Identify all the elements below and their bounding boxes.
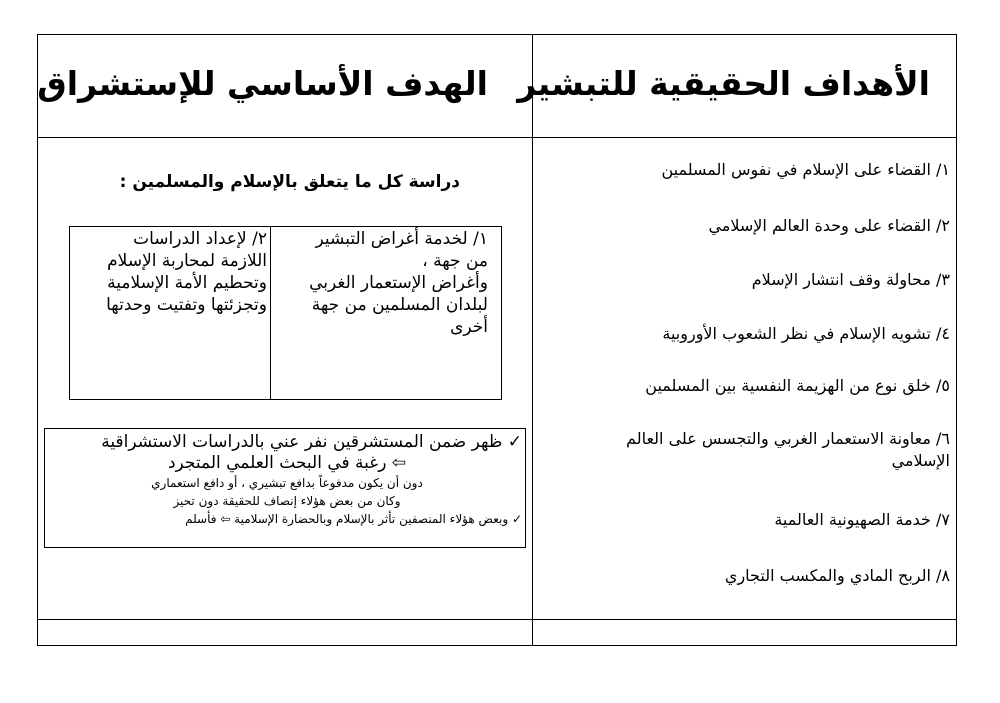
- purpose-1-line-3: وأغراض الإستعمار الغربي: [309, 273, 488, 293]
- header-divider: [37, 137, 957, 138]
- goal-item-3: ٣/ محاولة وقف انتشار الإسلام: [751, 270, 950, 289]
- study-heading: دراسة كل ما يتعلق بالإسلام والمسلمين :: [119, 172, 460, 192]
- column-divider: [532, 34, 533, 646]
- note-line-4: وكان من بعض هؤلاء إنصاف للحقيقة دون تحيز: [173, 494, 401, 508]
- orientalists-note-text: [52, 432, 522, 528]
- goal-item-6: ٦/ معاونة الاستعمار الغربي والتجسس على العالم الإسلامي: [626, 429, 950, 470]
- purpose-1-line-4: لبلدان المسلمين من جهة: [311, 295, 488, 315]
- purpose-2-line-1: ٢/ لإعداد الدراسات: [133, 229, 267, 249]
- purpose-cell-2: [67, 228, 267, 316]
- purpose-1-line-1: ١/ لخدمة أغراض التبشير: [315, 229, 488, 249]
- purposes-divider: [270, 226, 271, 400]
- goal-item-1: ١/ القضاء على الإسلام في نفوس المسلمين: [661, 160, 950, 179]
- purpose-2-line-2: اللازمة لمحاربة الإسلام: [107, 251, 267, 271]
- note-line-3: دون أن يكون مدفوعاً بدافع تبشيري ، أو دافع استعماري: [151, 476, 423, 490]
- goal-item-5: ٥/ خلق نوع من الهزيمة النفسية بين المسلمين: [645, 376, 950, 395]
- goal-item-8: ٨/ الربح المادي والمكسب التجاري: [724, 566, 950, 585]
- left-column-title: الهدف الأساسي للإستشراق: [37, 64, 488, 103]
- purpose-1-line-5: أخرى: [450, 317, 488, 337]
- purpose-2-line-3: وتحطيم الأمة الإسلامية: [107, 273, 267, 293]
- right-column-title: الأهداف الحقيقية للتبشير: [517, 64, 930, 103]
- note-line-2: ⇦ رغبة في البحث العلمي المتجرد: [167, 453, 407, 473]
- goal-item-7: ٧/ خدمة الصهيونية العالمية: [774, 510, 950, 529]
- goal-item-2: ٢/ القضاء على وحدة العالم الإسلامي: [708, 216, 950, 235]
- purpose-1-line-2: من جهة ،: [422, 251, 488, 271]
- note-line-1: ✓ ظهر ضمن المستشرقين نفر عني بالدراسات الاستشراقية: [101, 432, 522, 452]
- purpose-2-line-4: وتجزئتها وتفتيت وحدتها: [106, 295, 267, 315]
- note-line-5: ✓ وبعض هؤلاء المنصفين تأثر بالإسلام وبالحضارة الإسلامية ⇦ فأسلم: [185, 512, 522, 526]
- footer-divider: [37, 619, 957, 620]
- goal-item-4: ٤/ تشويه الإسلام في نظر الشعوب الأوروبية: [662, 324, 950, 343]
- purpose-cell-1: [288, 228, 488, 338]
